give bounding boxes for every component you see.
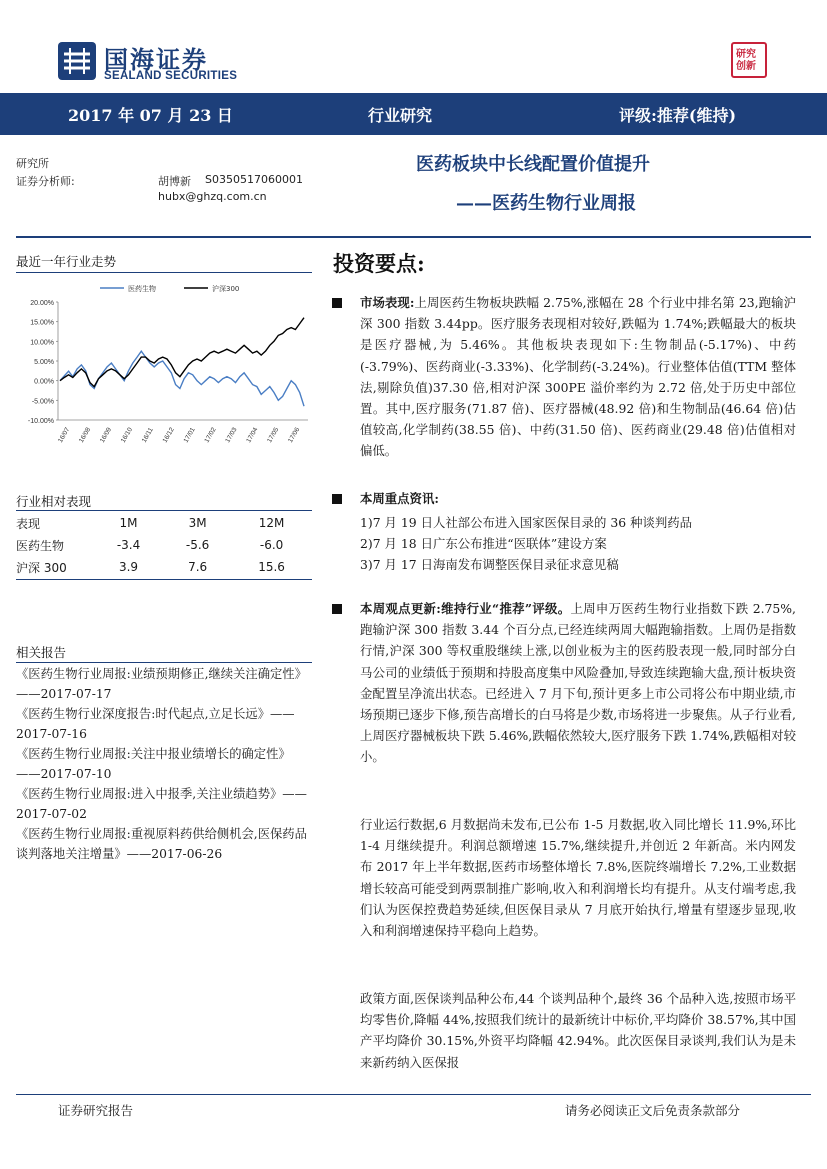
legend-label: 沪深300 (212, 285, 240, 293)
list-item: 3)7 月 17 日海南发布调整医保目录征求意见稿 (360, 557, 619, 572)
view-label: 本周观点更新:维持行业“推荐”评级。 (360, 601, 571, 616)
reports-heading: 相关报告 (16, 645, 67, 660)
table-row (16, 512, 311, 534)
trend-heading: 最近一年行业走势 (16, 254, 117, 269)
table-header-cell: 1M (119, 516, 138, 530)
x-tick-label: 16/08 (77, 426, 93, 445)
news-heading (332, 488, 796, 509)
institute-label: 研究所 (16, 157, 49, 170)
table-header-cell: 12M (258, 516, 285, 530)
logo-mark-icon (56, 40, 98, 82)
table-cell: 7.6 (188, 560, 208, 574)
report-link[interactable]: 《医药生物行业周报:关注中报业绩增长的确定性》——2017-07-10 (16, 747, 291, 781)
list-item: 1)7 月 19 日人社部公布进入国家医保目录的 36 种谈判药品 (360, 515, 693, 530)
y-tick-label: 15.00% (30, 319, 54, 327)
x-tick-label: 16/11 (140, 426, 155, 444)
x-tick-label: 17/04 (245, 426, 260, 445)
x-tick-label: 17/06 (287, 426, 302, 445)
analyst-email: hubx@ghzq.com.cn (158, 190, 267, 203)
report-link[interactable]: 《医药生物行业周报:业绩预期修正,继续关注确定性》——2017-07-17 (16, 667, 307, 701)
trend-divider (16, 272, 312, 273)
view-paragraph (332, 598, 796, 768)
perf-table (16, 512, 311, 578)
table-cell: 3.9 (118, 560, 139, 574)
market-label: 市场表现: (360, 295, 415, 310)
perf-divider (16, 510, 312, 511)
x-tick-label: 17/05 (266, 426, 281, 445)
x-tick-label: 17/02 (203, 426, 218, 445)
series-line (60, 318, 304, 387)
trend-chart (12, 278, 312, 446)
list-item: 2)7 月 18 日广东公布推进“医联体”建设方案 (360, 536, 607, 551)
seal-text: 研究创新 (736, 49, 756, 72)
report-rating: 评级:推荐(维持) (619, 105, 737, 125)
analyst-name: 胡博新 (158, 175, 191, 188)
view-text: 上周申万医药生物行业指数下跌 2.75%,跑输沪深 300 指数 3.44 个百分点,已经连续两周大幅跑输指数。上周仍是指数行情,沪深 300 等权重股继续上涨,以创业板为主的医药股表现一般,同时部分白马公司的业绩低于预期和持股高度集中风险叠加,导致连续跑输大盘,预计板块资金配置呈净流出状态。已经进入 7 月下旬,预计更多上市公司将公布中期业绩,市场预期已逐步下修,预告高增长的白马将是少数,市场将进一步聚焦。从子行业看,上周医疗器械板块下跌 5.46%,跌幅依然较大,医疗服务下跌 1.74%,跌幅相对较小。 (360, 601, 796, 765)
footer-divider (16, 1094, 811, 1095)
legend-label: 医药生物 (128, 285, 156, 293)
x-tick-label: 17/03 (224, 426, 239, 445)
policy-paragraph: 政策方面,医保谈判品种公布,44 个谈判品种个,最终 36 个品种入选,按照市场平均零售价,降幅 44%,按照我们统计的最新统计中标价,平均降价 38.57%,其中国产平均降价 30.15%,外资平均降幅 42.94%。此次医保目录谈判,我们认为是未来新药纳入医保报 (360, 991, 796, 1070)
footer-left: 证券研究报告 (58, 1103, 134, 1118)
y-tick-label: 5.00% (34, 359, 54, 366)
table-cell: 医药生物 (16, 538, 65, 553)
table-header-cell: 表现 (16, 516, 41, 531)
related-reports (16, 664, 312, 864)
perf-heading: 行业相对表现 (16, 494, 92, 509)
x-tick-label: 16/09 (98, 426, 114, 445)
news-list (360, 512, 692, 575)
company-logo (56, 40, 286, 84)
report-category: 行业研究 (368, 105, 433, 125)
table-cell: 15.6 (258, 560, 285, 574)
analyst-id: S0350517060001 (205, 173, 303, 186)
industry-paragraph: 行业运行数据,6 月数据尚未发布,已公布 1-5 月数据,收入同比增长 11.9%,环比 1-4 月继续提升。利润总额增速 15.7%,继续提升,并创近 2 年新高。米内网发布 2017 年上半年数据,医药市场整体增长 7.8%,医院终端增长 7.2%,工业数据增长较高可能受到两票制推广影响,收入和利润增长均有提升。从支付端考虑,我们认为医保控费趋势延续,但医保目录从 7 月底开始执行,增量有望逐步显现,收入和利润增速保持平稳向上趋势。 (360, 817, 796, 939)
x-tick-label: 16/07 (57, 426, 72, 445)
logo-text-en: SEALAND SECURITIES (104, 70, 238, 82)
table-cell: 沪深 300 (16, 560, 67, 575)
y-tick-label: -10.00% (27, 418, 54, 425)
table-row (16, 556, 311, 578)
y-tick-label: -5.00% (31, 398, 54, 406)
news-label: 本周重点资讯: (360, 491, 439, 506)
report-link[interactable]: 《医药生物行业周报:进入中报季,关注业绩趋势》——2017-07-02 (16, 787, 307, 821)
series-line (60, 351, 304, 406)
x-tick-label: 16/12 (161, 426, 176, 445)
report-title: 医药板块中长线配置价值提升 (416, 154, 650, 175)
table-cell: -5.6 (185, 538, 210, 552)
footer-right: 请务必阅读正文后免责条款部分 (565, 1103, 741, 1118)
x-tick-label: 17/01 (182, 426, 197, 445)
research-seal-icon (731, 42, 767, 78)
report-link[interactable]: 《医药生物行业周报:重视原料药供给侧机会,医保药品谈判落地关注增量》——2017-06-26 (16, 827, 307, 861)
table-cell: -6.0 (259, 538, 284, 552)
header-divider (16, 236, 811, 238)
y-tick-label: 10.00% (30, 339, 54, 347)
y-tick-label: 0.00% (34, 378, 54, 386)
table-cell: -3.4 (116, 538, 141, 552)
market-paragraph (332, 292, 796, 462)
section-heading: 投资要点: (333, 251, 425, 276)
report-date: 2017 年 07 月 23 日 (68, 105, 233, 125)
y-tick-label: 20.00% (30, 300, 54, 307)
report-subtitle: ——医药生物行业周报 (456, 193, 636, 214)
table-row (16, 534, 311, 556)
logo-text-cn: 国海证券 (104, 46, 208, 74)
x-tick-label: 16/10 (119, 426, 134, 445)
table-header-cell: 3M (188, 516, 207, 530)
analyst-label: 证券分析师: (16, 175, 75, 188)
report-link[interactable]: 《医药生物行业深度报告:时代起点,立足长远》——2017-07-16 (16, 707, 295, 741)
perf-bottom-divider (16, 579, 312, 580)
reports-divider (16, 662, 312, 663)
market-text: 上周医药生物板块跌幅 2.75%,涨幅在 28 个行业中排名第 23,跑输沪深 300 指数 3.44pp。医疗服务表现相对较好,跌幅为 1.74%;跌幅最大的板块是医疗器械,为 5.46%。其他板块表现如下:生物制品(-5.17%)、中药(-3.79%)、医药商业(-3.33%)、化学制药(-3.24%)。行业整体估值(TTM 整体法,剔除负值)37.30 倍,相对沪深 300PE 溢价率约为 2.72 倍,处于历史中部位置。其中,医疗服务(71.87 倍)、医疗器械(48.92 倍)和生物制品(46.64 倍)估值较高,化学制药(38.55 倍)、中药(31.50 倍)、医药商业(29.48 倍)估值相对偏低。 (360, 295, 796, 459)
header-banner (0, 93, 827, 135)
